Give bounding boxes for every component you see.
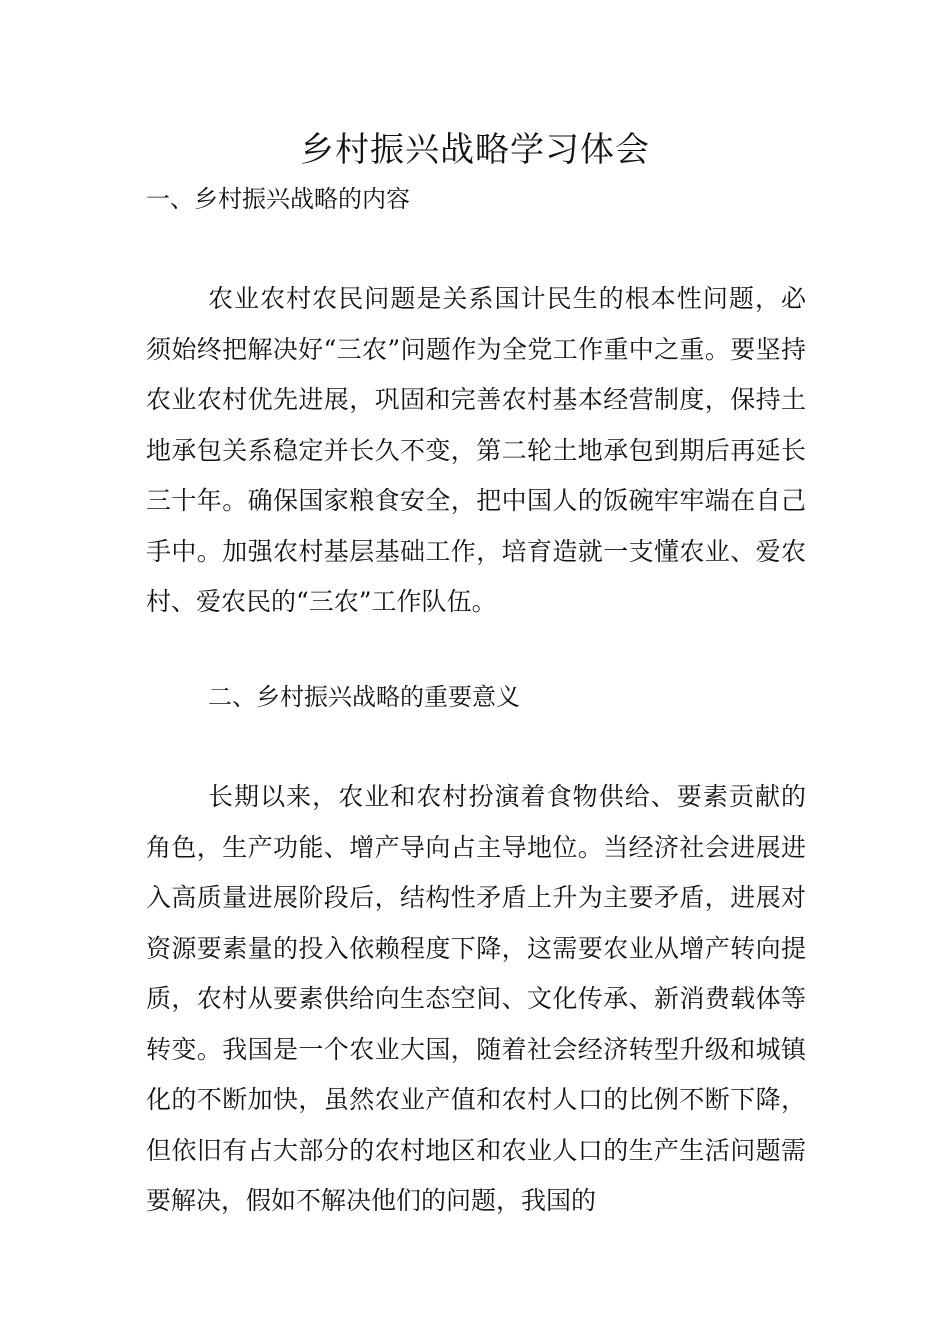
section-heading-significance: 二、乡村振兴战略的重要意义	[208, 683, 520, 711]
section-paragraph-content: 农业农村农民问题是关系国计民生的根本性问题，必须始终把解决好“三农”问题作为全党工作重中之重。要坚持农业农村优先进展，巩固和完善农村基本经营制度，保持土地承包关系稳定并长久不变，第二轮土地承包到期后再延长三十年。确保国家粮食安全，把中国人的饭碗牢牢端在自己手中。加强农村基层基础工作，培育造就一支懂农业、爱农村、爱农民的“三农”工作队伍。	[146, 284, 806, 616]
section-paragraph-significance: 长期以来，农业和农村扮演着食物供给、要素贡献的角色，生产功能、增产导向占主导地位。当经济社会进展进入高质量进展阶段后，结构性矛盾上升为主要矛盾，进展对资源要素量的投入依赖程度下降，这需要农业从增产转向提质，农村从要素供给向生态空间、文化传承、新消费载体等转变。我国是一个农业大国，随着社会经济转型升级和城镇化的不断加快，虽然农业产值和农村人口的比例不断下降，但依旧有占大部分的农村地区和农业人口的生产生活问题需要解决，假如不解决他们的问题，我国的	[146, 782, 806, 1215]
document-title: 乡村振兴战略学习体会	[300, 130, 650, 170]
section-heading-content: 一、乡村振兴战略的内容	[146, 185, 410, 213]
